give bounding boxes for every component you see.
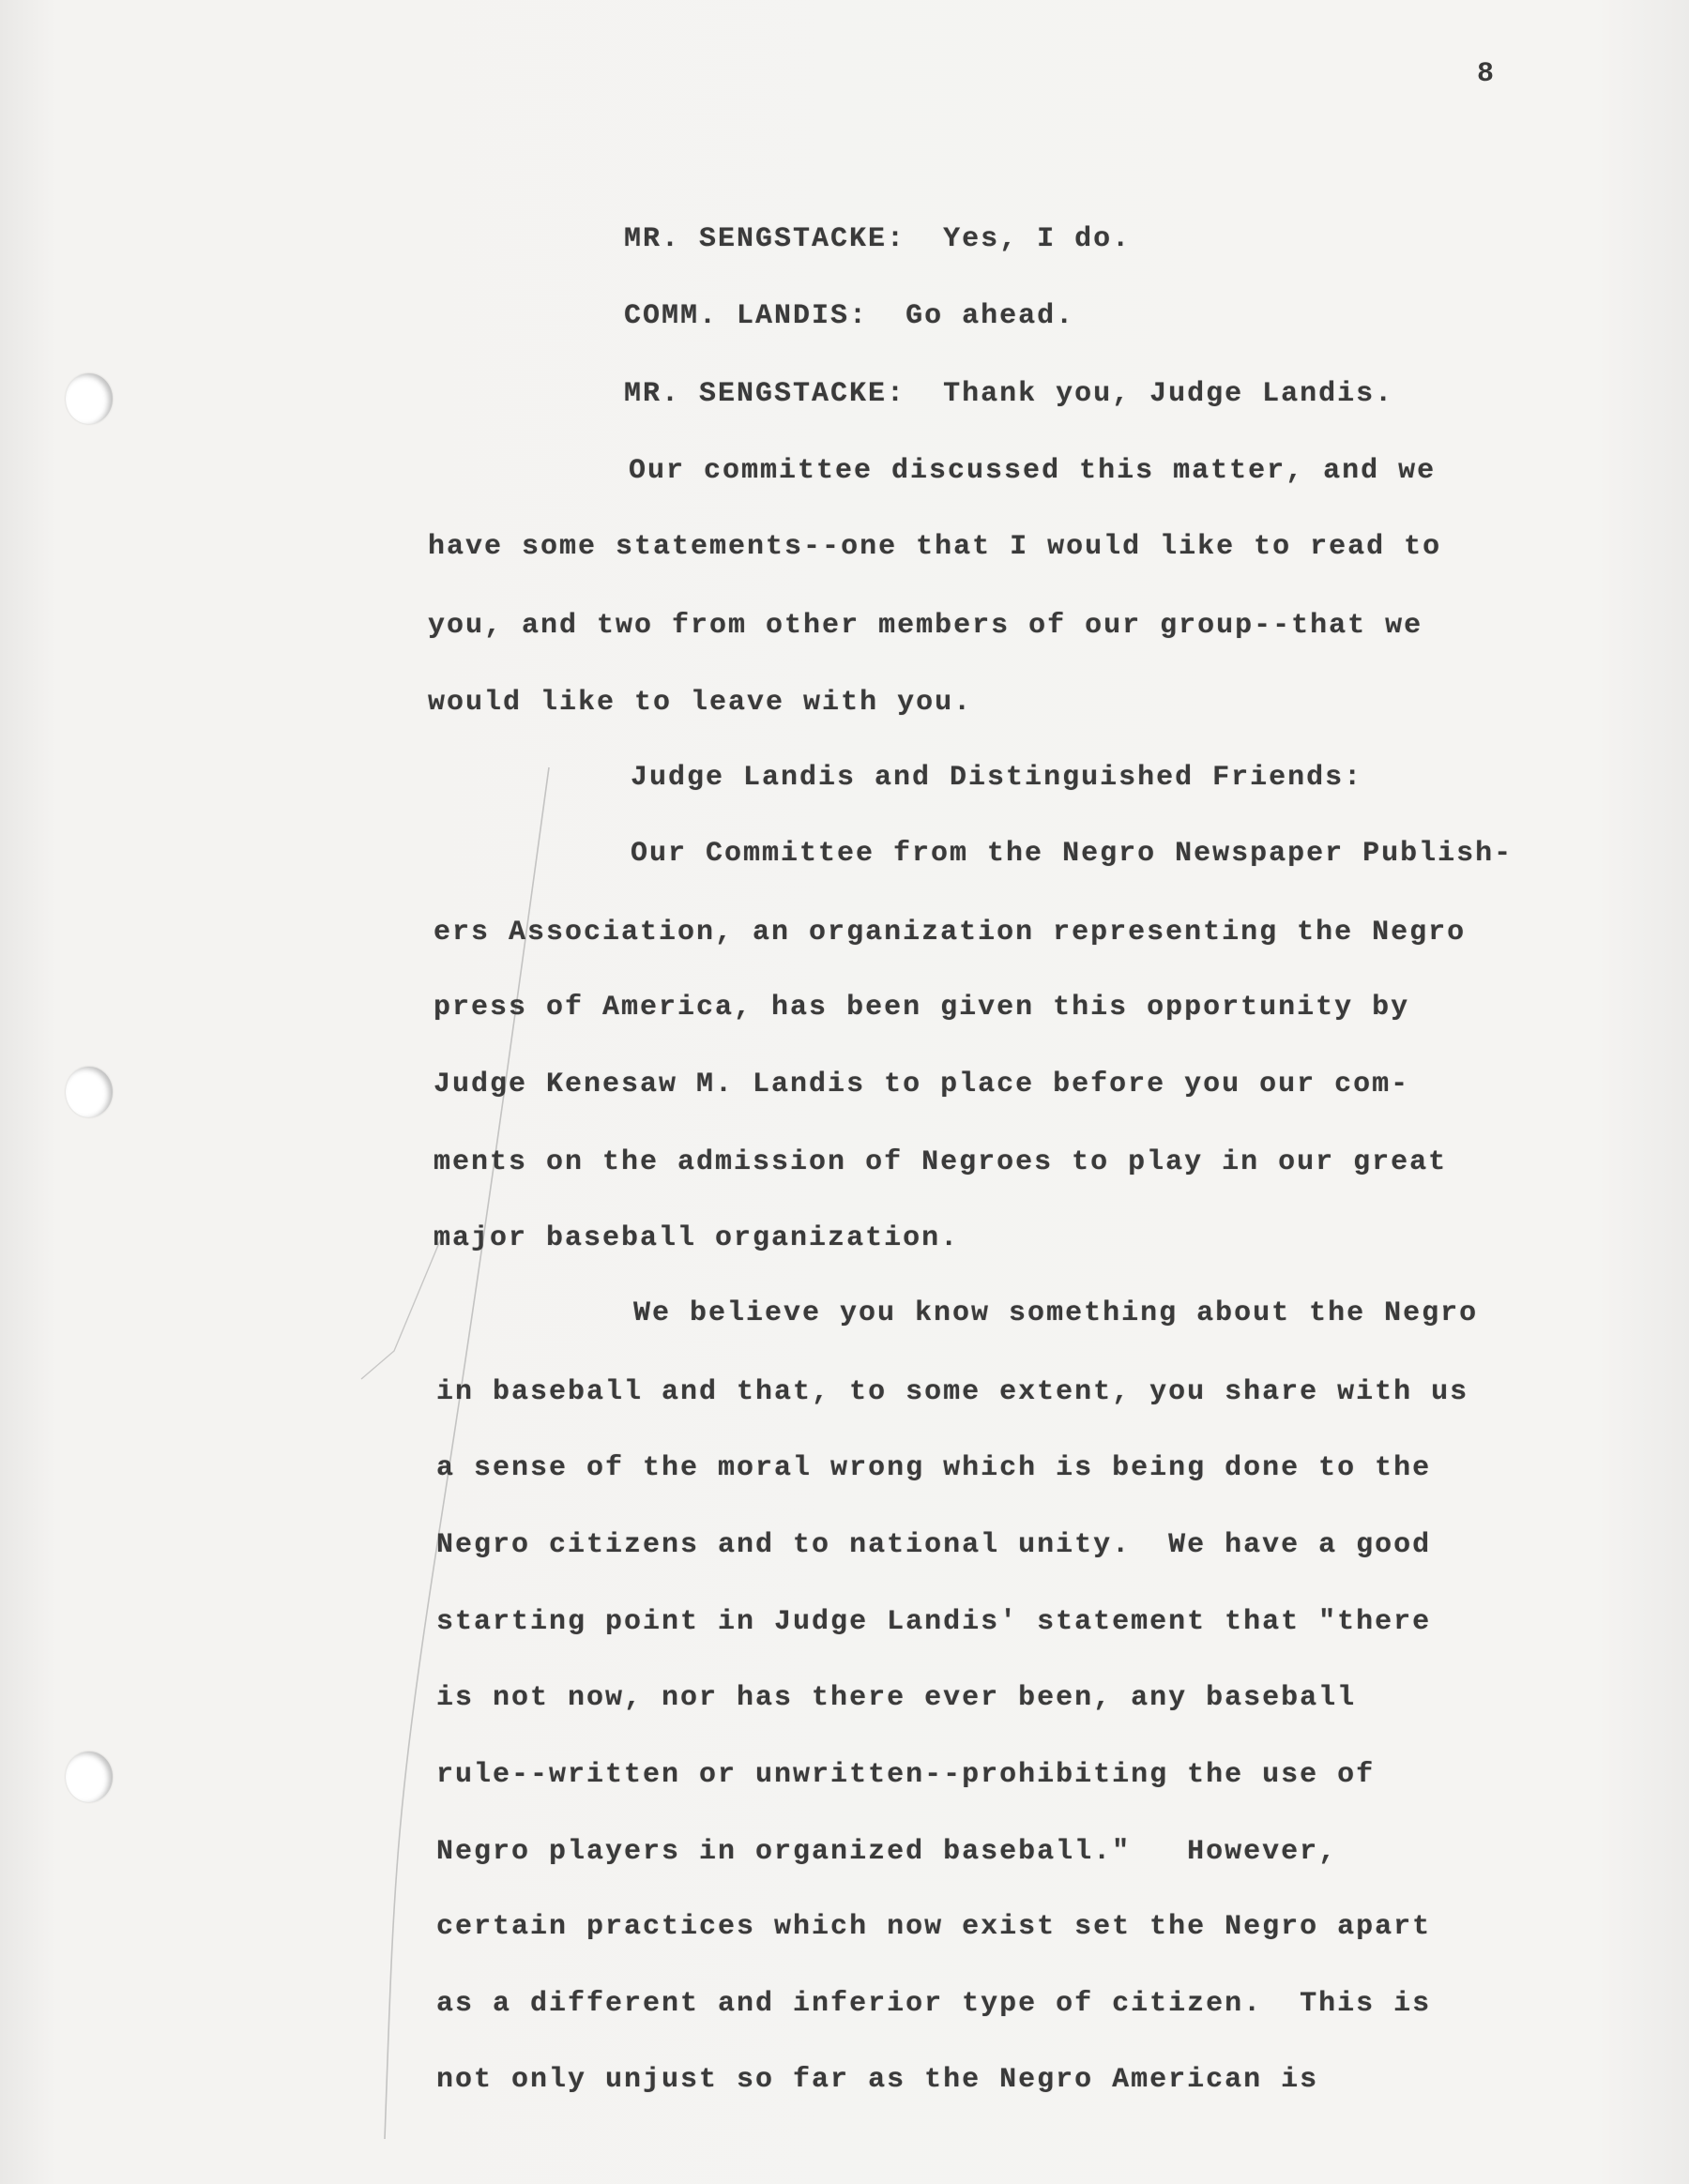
exchange-line-3 bbox=[624, 378, 1393, 410]
paragraph-1-line: ers Association, an organization representing the Negro bbox=[434, 917, 1467, 948]
speaker-label: COMM. LANDIS: bbox=[624, 300, 869, 332]
paragraph-1-line: major baseball organization. bbox=[434, 1222, 960, 1254]
paragraph-2-line: Negro citizens and to national unity. We have a good bbox=[436, 1529, 1432, 1561]
exchange-line-2 bbox=[624, 300, 1074, 332]
paragraph-2-line: a sense of the moral wrong which is being done to the bbox=[436, 1452, 1432, 1484]
paragraph-2-line: certain practices which now exist set the Negro apart bbox=[436, 1911, 1432, 1943]
paragraph-2-line: as a different and inferior type of citizen. This is bbox=[436, 1988, 1432, 2020]
paragraph-2-line: is not now, nor has there ever been, any baseball bbox=[436, 1682, 1357, 1714]
intro-line: have some statements--one that I would like to read to bbox=[428, 531, 1442, 563]
speech-text: Thank you, Judge Landis. bbox=[943, 378, 1394, 410]
paragraph-2-line: Negro players in organized baseball." However, bbox=[436, 1836, 1338, 1868]
paragraph-1-line: ments on the admission of Negroes to play in our great bbox=[434, 1146, 1448, 1178]
salutation: Judge Landis and Distinguished Friends: bbox=[631, 762, 1363, 794]
paragraph-2-line: in baseball and that, to some extent, you share with us bbox=[436, 1376, 1469, 1408]
intro-line: you, and two from other members of our group--that we bbox=[428, 610, 1423, 642]
paragraph-2-line: rule--written or unwritten--prohibiting the use of bbox=[436, 1759, 1376, 1791]
paragraph-2-line: not only unjust so far as the Negro American is bbox=[436, 2064, 1319, 2096]
paragraph-2-line: We believe you know something about the Negro bbox=[633, 1297, 1479, 1329]
exchange-line-1 bbox=[624, 223, 1131, 255]
paragraph-1-line: Our Committee from the Negro Newspaper Publish- bbox=[631, 838, 1514, 870]
paragraph-1-line: press of America, has been given this opportunity by bbox=[434, 992, 1410, 1024]
speaker-label: MR. SENGSTACKE: bbox=[624, 378, 906, 410]
page-number: 8 bbox=[1477, 58, 1495, 90]
speech-text: Yes, I do. bbox=[943, 223, 1132, 255]
speaker-label: MR. SENGSTACKE: bbox=[624, 223, 906, 255]
paragraph-2-line: starting point in Judge Landis' statement that "there bbox=[436, 1606, 1432, 1638]
speech-text: Go ahead. bbox=[905, 300, 1075, 332]
intro-line: would like to leave with you. bbox=[428, 687, 973, 719]
intro-line: Our committee discussed this matter, and we bbox=[629, 455, 1437, 487]
paragraph-1-line: Judge Kenesaw M. Landis to place before you our com- bbox=[434, 1069, 1410, 1100]
